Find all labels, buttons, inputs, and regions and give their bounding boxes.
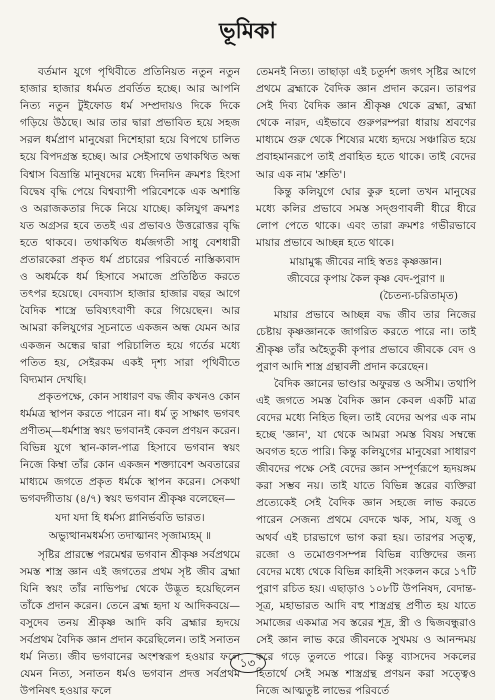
verse-line: মায়ামুগ্ধ জীবের নাহি স্বতঃ কৃষ্ণজ্ঞান। <box>289 256 443 269</box>
verse-block <box>256 254 476 305</box>
verse-line: যদা যদা হি ধর্মস্য গ্লানির্ভবতি ভারত। <box>55 512 205 525</box>
verse-block <box>20 510 240 544</box>
verse-line: অভ্যুত্থানমধর্মস্য তদাত্মানং সৃজাম্যহম্ ॥ <box>48 529 212 542</box>
page-title: ভূমিকা <box>219 18 276 44</box>
paragraph: বর্তমান যুগে পৃথিবীতে প্রতিনিয়ত নতুন নতুন হাজার হাজার ধর্মমত প্রবর্তিত হচ্ছে। আর আপনি নিত্য নতুন টুইফোড ধর্ম সম্প্রদায়ও দিকে দিকে গড়িয়ে উঠছে। আর তার দ্বারা প্রভাবিত হয়ে সহজ সরল ধর্মপ্রাণ মানুষেরা দিশেহারা হয়ে বিপথে চালিত হয়ে বিপদগ্রস্ত হচ্ছে। আর সেইসাথে তথাকথিত অন্ধ বিশ্বাস বিভ্রান্তি মানুষদের মধ্যে দিনদিন ক্রমশঃ হিংসা বিদ্বেষ বৃদ্ধি পেয়ে বিশ্বব্যাপী পরিবেশকে এক অশান্তি ও অরাজকতার দিকে নিয়ে যাচ্ছে। কলিযুগ ক্রমশঃ যত অগ্রসর হবে ততই এর প্রভাবও উত্তরোত্তর বৃদ্ধি হতে থাকবে। তথাকথিত ধর্মজগতী সাধু বেশধারী প্রতারকেরা প্রকৃত ধর্ম প্রচারের পরিবর্তে নাস্তিক্যবাদ ও অধর্মকে ধর্ম হিসাবে সমাজে প্রতিষ্ঠিত করতে তৎপর হয়েছে। বেদব্যাস হাজার হাজার বছর আগে বৈদিক শাস্ত্রে ভবিষ্যৎবাণী করে গিয়েছেন। আর আমরা কলিযুগের সূচনাতে একজন অন্ধ যেমন আর একজন অন্ধের দ্বারা পরিচালিত হয়ে গর্তের মধ্যে পতিত হয়, সেইরকম একই দৃশ্য সারা পৃথিবীতে বিদ্যমান দেখছি। <box>20 66 240 386</box>
right-column <box>256 64 476 700</box>
paragraph: বৈদিক জ্ঞানের ভাণ্ডার অফুরন্ত ও অসীম। তথাপি এই জগতে সমস্ত বৈদিক জ্ঞান কেবল একটি মাত্র বেদের মধ্যে নিহিত ছিল। তাই বেদের অপর এক নাম হচ্ছে 'জ্ঞান', যা থেকে আমরা সমস্ত বিষয় সম্বন্ধে অবগত হতে পারি। কিন্তু কলিযুগের মানুষেরা সাধারণ জীবদের পক্ষে সেই বেদের জ্ঞান সম্পূর্ণরূপে হৃদয়ঙ্গম করা সম্ভব নয়। তাই যাতে বিভিন্ন স্তরের ব্যক্তিরা প্রত্যেকেই সেই বৈদিক জ্ঞান সহজে লাভ করতে পারেন সেজন্য প্রথমে বেদকে ঋক, সাম, যজু ও অথর্ব এই চারভাগে ভাগ করা হয়। তারপর সত্ত্ব, রজো ও তমোগুণসম্পন্ন বিভিন্ন ব্যক্তিদের জন্য বেদের মধ্যে থেকে বিভিন্ন কাহিনী সংকলন করে ১৭টি পুরাণ রচিত হয়। এছাড়াও ১০৮টি উপনিষদ, বেদান্ত-সূত্র, মহাভারত আদি বহু শাস্ত্রগ্রন্থ প্রণীত হয় যাতে সমাজের একমাত্র সব স্তরের শূদ্র, স্ত্রী ও দ্বিজবন্ধুরাও সেই জ্ঞান লাভ করে জীবনকে সুখময় ও আনন্দময় করে গড়ে তুলতে পারে। কিন্তু ব্যাসদেব সকলের হিতার্থে সেই সমস্ত শাস্ত্রগ্রন্থ প্রণয়ন করা সত্ত্বেও নিজে আত্মতুষ্ট লাভের পরিবর্তে <box>256 377 476 698</box>
body-columns <box>20 64 477 700</box>
page-number: ১৩ <box>230 653 266 673</box>
paragraph: মায়ার প্রভাবে আচ্ছন্ন বদ্ধ জীব তার নিজের চেষ্টায় কৃষ্ণজ্ঞানকে জাগরিত করতে পারে না। তাই শ্রীকৃষ্ণ তাঁর অহৈতুকী কৃপার প্রভাবে জীবকে বেদ ও পুরাণ আদি শাস্ত্র গ্রন্থাবলী প্রদান করেছেন। <box>256 309 476 373</box>
paragraph: প্রকৃতপক্ষে, কোন সাধারণ বদ্ধ জীব কখনও কোন ধর্মমত্র স্থাপন করতে পারেন না। ধর্ম তু সাক্ষাৎ ভগবৎ প্রণীতম্—ধর্মশাস্ত্র স্বয়ং ভগবানই কেবল প্রণয়ন করেন। বিভিন্ন যুগে স্থান-কাল-পাত্র হিসাবে ভগবান স্বয়ং নিজে কিম্বা তাঁর কোন একজন শক্ত্যাবেশ অবতারের মাধ্যমে জগতে প্রকৃত ধর্মকে স্থাপন করেন। সেকথা ভগবদ্গীতায় (৪/৭) স্বয়ং ভগবান শ্রীকৃষ্ণ বলেছেন— <box>20 390 240 506</box>
paragraph: কিন্তু কলিযুগে ঘোর কুরু হলো তখন মানুষের মধ্যে কলির প্রভাবে সমস্ত সদ্গুণাবলী ধীরে ধীরে লোপ পেতে থাকে। এবং তারা ক্রমশঃ গভীরভাবে মায়ার প্রভাবে আচ্ছন্ন হতে থাকে। <box>256 185 476 249</box>
verse-line: জীবেরে কৃপায় কৈল কৃষ্ণ বেদ-পুরাণ ॥ <box>287 273 445 286</box>
paragraph: তেমনই নিত্য। তাছাড়া এই চতুর্দশ জগৎ সৃষ্টির আগে প্রথমে ব্রহ্মাকে বৈদিক জ্ঞান প্রদান করেন। তারপর সেই দিব্য বৈদিক জ্ঞান শ্রীকৃষ্ণ থেকে ব্রহ্মা, ব্রহ্মা থেকে নারদ, এইভাবে গুরুপরম্পরা ধারায় শ্রবণের মাধ্যমে গুরু থেকে শিষ্যের মধ্যে হৃদয়ে সঞ্চারিত হয়ে প্রবাহমানরূপে তাই প্রবাহিত হতে থাকে। তাই বেদের আর এক নাম 'শ্রুতি'। <box>256 66 476 181</box>
paragraph: সৃষ্টির প্রারম্ভে পরমেশ্বর ভগবান শ্রীকৃষ্ণ সর্বপ্রথমে সমস্ত শাস্ত্র জ্ঞান এই জগতের প্রথম সৃষ্ট জীব ব্রহ্মা যিনি স্বয়ং তাঁর নাভিপদ্ম থেকে উদ্ভূত হয়েছিলেন তাঁকে প্রদান করেন। তেনে ব্রহ্ম হৃদা য আদিকবয়ে—বসুদেব তনয় শ্রীকৃষ্ণ আদি কবি ব্রহ্মার হৃদয়ে সর্বপ্রথম বৈদিক জ্ঞান প্রদান করেছিলেন। তাই সনাতন ধর্ম নিত্য। জীব ভগবানের অংশস্বরূপ হওয়ার ফলে যেমন নিত্য, সনাতন ধর্মও ভগবান প্রদত্ত সর্বপ্রথম উপনিষৎ হওয়ার ফলে <box>20 548 240 698</box>
left-column <box>20 64 240 700</box>
verse-source: (চৈতন্য-চরিতামৃত) <box>379 290 458 303</box>
